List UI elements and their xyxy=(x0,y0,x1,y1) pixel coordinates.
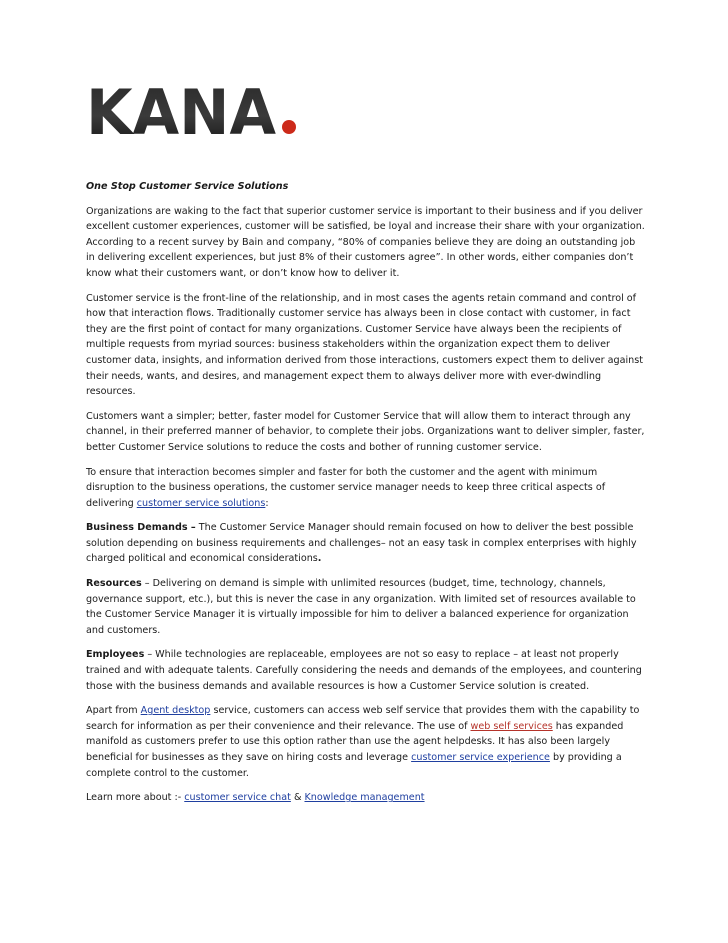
kana-logo xyxy=(86,80,306,140)
paragraph-simpler-model: Customers want a simpler; better, faster model for Customer Service that will allow them to interact through any channel, in their preferred manner of behavior, to complete their jobs. Organizations want to deliver simpler, faster, better Customer Service solutions to reduce the costs and bother of running customer service. xyxy=(86,410,645,453)
resources-label: Resources xyxy=(86,578,142,590)
employees-label: Employees xyxy=(86,649,145,661)
customer-service-solutions-link[interactable]: customer service solutions xyxy=(136,497,266,509)
critical-aspects-colon: : xyxy=(265,497,269,509)
paragraph-resources xyxy=(86,576,646,638)
business-demands-label: Business Demands – xyxy=(86,522,196,534)
logo-dot xyxy=(282,120,296,134)
paragraph-critical-aspects xyxy=(86,465,646,512)
paragraph-employees xyxy=(86,647,646,694)
employees-text: – While technologies are replaceable, employees are not so easy to replace – at least not properly trained and with adequate talents. Carefully considering the needs and demands of the employees, and countering those with the business demands and available resources is how a Customer Service solution is created. xyxy=(86,649,642,692)
customer-service-experience-link[interactable]: customer service experience xyxy=(411,752,550,763)
web-self-service-text-2: service, customers can access web self service that provides them with the capability to search for information as per their convenience and their relevance. The use of xyxy=(86,705,640,732)
logo-wordmark: KANA xyxy=(86,80,277,140)
web-self-service-text-3: has expanded manifold as customers prefer to use this option rather than use the agent helpdesks. It has also been largely beneficial for businesses as they save on hiring costs and leverage xyxy=(86,720,624,763)
web-self-service-text-1: Apart from xyxy=(86,705,141,717)
learn-more-ampersand: & xyxy=(290,792,305,804)
paragraph-business-demands xyxy=(86,520,646,567)
article xyxy=(86,179,646,815)
knowledge-management-link[interactable]: Knowledge management xyxy=(304,792,425,804)
web-self-services-link[interactable]: web self services xyxy=(470,720,553,732)
agent-desktop-link[interactable]: Agent desktop xyxy=(140,705,211,717)
web-self-service-text-4: by providing a complete control to the customer. xyxy=(86,752,622,779)
article-title: One Stop Customer Service Solutions xyxy=(86,181,289,192)
business-demands-period: . xyxy=(317,553,322,565)
paragraph-front-line: Customer service is the front-line of the relationship, and in most cases the agents retain command and control of how that interaction flows. Traditionally customer service has always been in close contact with customer, in fact they are the first point of contact for many organizations. Customer Service have always been the recipients of multiple requests from myriad sources: business stakeholders within the organization expect them to deliver customer data, insights, and information derived from those interactions, customers expect them to deliver against their needs, wants, and desires, and management expect them to always deliver more with ever-dwindling resources. xyxy=(86,292,644,398)
business-demands-text: The Customer Service Manager should remain focused on how to deliver the best possible solution depending on business requirements and challenges– not an easy task in complex enterprises with highly charged political and economical considerations xyxy=(86,522,637,565)
paragraph-web-self-service xyxy=(86,703,646,781)
resources-text: – Delivering on demand is simple with unlimited resources (budget, time, technology, channels, governance support, etc.), but this is never the case in any organization. With limited set of resources available to the Customer Service Manager it is virtually impossible for him to deliver a balanced experience for organization and customers. xyxy=(86,578,636,636)
paragraph-learn-more xyxy=(86,790,646,806)
customer-service-chat-link[interactable]: customer service chat xyxy=(184,792,291,804)
critical-aspects-text: To ensure that interaction becomes simpler and faster for both the customer and the agent with minimum disruption to the business operations, the customer service manager needs to keep three critical aspects of delivering xyxy=(86,466,606,509)
paragraph-intro: Organizations are waking to the fact that superior customer service is important to their business and if you deliver excellent customer experiences, customer will be satisfied, be loyal and increase their share with your organization. According to a recent survey by Bain and company, “80% of companies believe they are doing an outstanding job in delivering excellent experiences, but just 8% of their customers agree”. In other words, either companies don’t know what their customers want, or don’t know how to deliver it. xyxy=(86,205,645,279)
learn-more-text: Learn more about :- xyxy=(86,792,185,804)
